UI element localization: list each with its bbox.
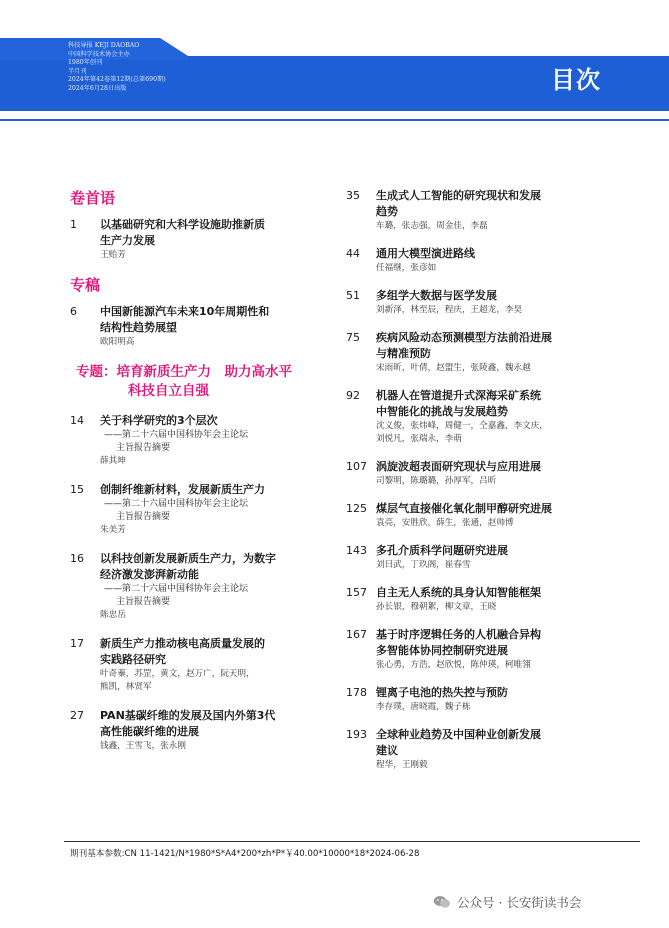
entry-authors: 宋雨昕，叶倩，赵盟生，张陵鑫，魏永越 xyxy=(376,363,531,373)
page-number: 178 xyxy=(346,686,367,699)
toc-entry[interactable] xyxy=(346,188,636,233)
entry-title: 多孔介质科学问题研究进展 xyxy=(376,544,508,557)
page-number: 1 xyxy=(70,218,77,231)
watermark xyxy=(433,893,581,911)
page-number: 75 xyxy=(346,331,360,344)
entry-subtitle: ——第二十六届中国科协年会主论坛 xyxy=(104,499,249,509)
footer-divider xyxy=(64,841,640,842)
entry-authors: 刘新泽，林至辰，程庆，王超龙，李昊 xyxy=(376,305,523,315)
page-number: 143 xyxy=(346,544,367,557)
section-heading-special-topic xyxy=(70,363,335,401)
entry-title: 煤层气直接催化氧化制甲醇研究进展 xyxy=(376,502,552,515)
left-column xyxy=(70,180,335,767)
toc-entry[interactable] xyxy=(346,685,636,714)
toc-entry[interactable] xyxy=(346,543,636,572)
entry-authors: 钱鑫，王雪飞，张永刚 xyxy=(100,741,186,751)
section-heading-editorial: 卷首语 xyxy=(70,189,116,207)
entry-authors: 孙长银，穆朝絮，柳文章，王晓 xyxy=(376,602,497,612)
entry-title: 全球种业趋势及中国种业创新发展 xyxy=(376,728,541,741)
entry-title: 实践路径研究 xyxy=(100,653,166,666)
entry-title: 多智能体协同控制研究进展 xyxy=(376,644,508,657)
entry-title: 与精准预防 xyxy=(376,347,431,360)
entry-title: 生产力发展 xyxy=(100,234,155,247)
entry-authors: 任福继，张彦如 xyxy=(376,263,437,273)
journal-meta xyxy=(68,42,166,94)
entry-title: 以基础研究和大科学设施助推新质 xyxy=(100,218,265,231)
page-number: 107 xyxy=(346,460,367,473)
page-number: 51 xyxy=(346,289,360,302)
toc-entry[interactable] xyxy=(346,585,636,614)
entry-title: 趋势 xyxy=(376,205,398,218)
toc-entry[interactable] xyxy=(346,727,636,772)
entry-title: 建议 xyxy=(376,744,398,757)
toc-entry[interactable] xyxy=(346,501,636,530)
toc-entry[interactable] xyxy=(346,246,636,275)
toc-entry[interactable] xyxy=(70,551,335,622)
entry-title: 新质生产力推动核电高质量发展的 xyxy=(100,637,265,650)
meta-line: 科技导报 KEJI DAOBAO xyxy=(68,42,140,49)
page-number: 193 xyxy=(346,728,367,741)
entry-subtitle: ——第二十六届中国科协年会主论坛 xyxy=(104,584,249,594)
page-number: 14 xyxy=(70,414,84,427)
page-number: 17 xyxy=(70,637,84,650)
entry-title: 以科技创新发展新质生产力，为数字 xyxy=(100,552,276,565)
toc-entry[interactable] xyxy=(70,413,335,468)
entry-authors: 车璐，张志强，周金佳，李磊 xyxy=(376,221,488,231)
meta-line: 2024年第42卷第12期(总第690期) xyxy=(68,76,166,84)
entry-title: 中国新能源汽车未来10年周期性和 xyxy=(100,305,270,318)
toc-entry[interactable] xyxy=(70,304,335,349)
page-number: 15 xyxy=(70,483,84,496)
entry-subtitle: 主旨报告摘要 xyxy=(116,512,171,522)
entry-title: 机器人在管道提升式深海采矿系统 xyxy=(376,389,541,402)
entry-authors: 欧阳明高 xyxy=(100,337,135,347)
entry-authors: 王贻芳 xyxy=(100,250,126,260)
header-divider xyxy=(0,119,669,121)
toc-entry[interactable] xyxy=(70,482,335,537)
entry-subtitle: ——第二十六届中国科协年会主论坛 xyxy=(104,430,249,440)
entry-authors: 司黎明，陈璐璐，孙厚军，吕昕 xyxy=(376,476,497,486)
entry-title: 中智能化的挑战与发展趋势 xyxy=(376,405,508,418)
entry-title: 涡旋波超表面研究现状与应用进展 xyxy=(376,460,541,473)
meta-line: 半月刊 xyxy=(68,67,87,75)
page-number: 157 xyxy=(346,586,367,599)
toc-entry[interactable] xyxy=(70,217,335,262)
entry-title: 锂离子电池的热失控与预防 xyxy=(376,686,508,699)
entry-title: 自主无人系统的具身认知智能框架 xyxy=(376,586,541,599)
entry-title: 生成式人工智能的研究现状和发展 xyxy=(376,189,541,202)
page-number: 27 xyxy=(70,709,84,722)
entry-subtitle: 主旨报告摘要 xyxy=(116,597,171,607)
special-topic-line: 专题：培育新质生产力 助力高水平 xyxy=(76,364,292,380)
section-heading-feature: 专稿 xyxy=(70,276,101,294)
toc-entry[interactable] xyxy=(70,636,335,694)
toc-entry[interactable] xyxy=(346,388,636,446)
entry-authors: 朱美芳 xyxy=(100,525,126,535)
meta-line: 1980年创刊 xyxy=(68,59,103,67)
toc-entry[interactable] xyxy=(346,627,636,672)
entry-authors: 沈义俊，张炜峰，周健一，仝嘉鑫，李文庆， xyxy=(376,421,548,431)
toc-entry[interactable] xyxy=(346,459,636,488)
special-topic-line: 科技自立自强 xyxy=(128,383,209,399)
page-number: 35 xyxy=(346,189,360,202)
entry-authors: 程华，王刚毅 xyxy=(376,760,428,770)
entry-title: 疾病风险动态预测模型方法前沿进展 xyxy=(376,331,552,344)
entry-title: 多组学大数据与医学发展 xyxy=(376,289,497,302)
page-number: 92 xyxy=(346,389,360,402)
page-number: 44 xyxy=(346,247,360,260)
entry-authors: 李存璞，唐晓霞，魏子栋 xyxy=(376,702,471,712)
page-number: 125 xyxy=(346,502,367,515)
entry-subtitle: 主旨报告摘要 xyxy=(116,443,171,453)
toc-entry[interactable] xyxy=(70,708,335,753)
watermark-text: 公众号 · 长安街读书会 xyxy=(457,895,582,910)
entry-title: 基于时序逻辑任务的人机融合异构 xyxy=(376,628,541,641)
entry-title: PAN基碳纤维的发展及国内外第3代 xyxy=(100,709,276,722)
page-number: 167 xyxy=(346,628,367,641)
entry-authors: 陈忠岳 xyxy=(100,610,126,620)
wechat-icon xyxy=(433,895,451,909)
entry-authors: 叶奇蓁，苏罡，黄文，赵万广，阮天明， xyxy=(100,669,255,679)
entry-title: 经济激发澎湃新动能 xyxy=(100,568,199,581)
entry-authors: 张心勇，方浩，赵欣悦，陈仲瑛，柯唯翎 xyxy=(376,660,531,670)
entry-title: 高性能碳纤维的进展 xyxy=(100,725,199,738)
toc-entry[interactable] xyxy=(346,330,636,375)
entry-authors: 薛其坤 xyxy=(100,456,126,466)
entry-title: 结构性趋势展望 xyxy=(100,321,177,334)
page-number: 16 xyxy=(70,552,84,565)
page-title: 目次 xyxy=(551,66,601,94)
entry-authors: 刘悦凡，张瑞永，李萌 xyxy=(376,434,462,444)
entry-authors: 熊凯，林贤军 xyxy=(100,682,152,692)
entry-title: 通用大模型演进路线 xyxy=(376,247,475,260)
entry-title: 创制纤维新材料，发展新质生产力 xyxy=(100,483,265,496)
entry-authors: 刘曰武，丁玖阁，崔春雪 xyxy=(376,560,471,570)
right-column xyxy=(346,188,636,785)
journal-parameters: 期刊基本参数:CN 11-1421/N*1980*S*A4*200*zh*P*￥40.00*10000*18*2024-06-28 xyxy=(70,849,420,859)
meta-line: 中国科学技术协会主办 xyxy=(68,50,130,58)
entry-title: 关于科学研究的3个层次 xyxy=(100,414,218,427)
page-number: 6 xyxy=(70,305,77,318)
entry-authors: 袁亮，安胜欣，薛生，张通，赵帅博 xyxy=(376,518,514,528)
meta-line: 2024年6月28日出版 xyxy=(68,84,127,92)
toc-entry[interactable] xyxy=(346,288,636,317)
